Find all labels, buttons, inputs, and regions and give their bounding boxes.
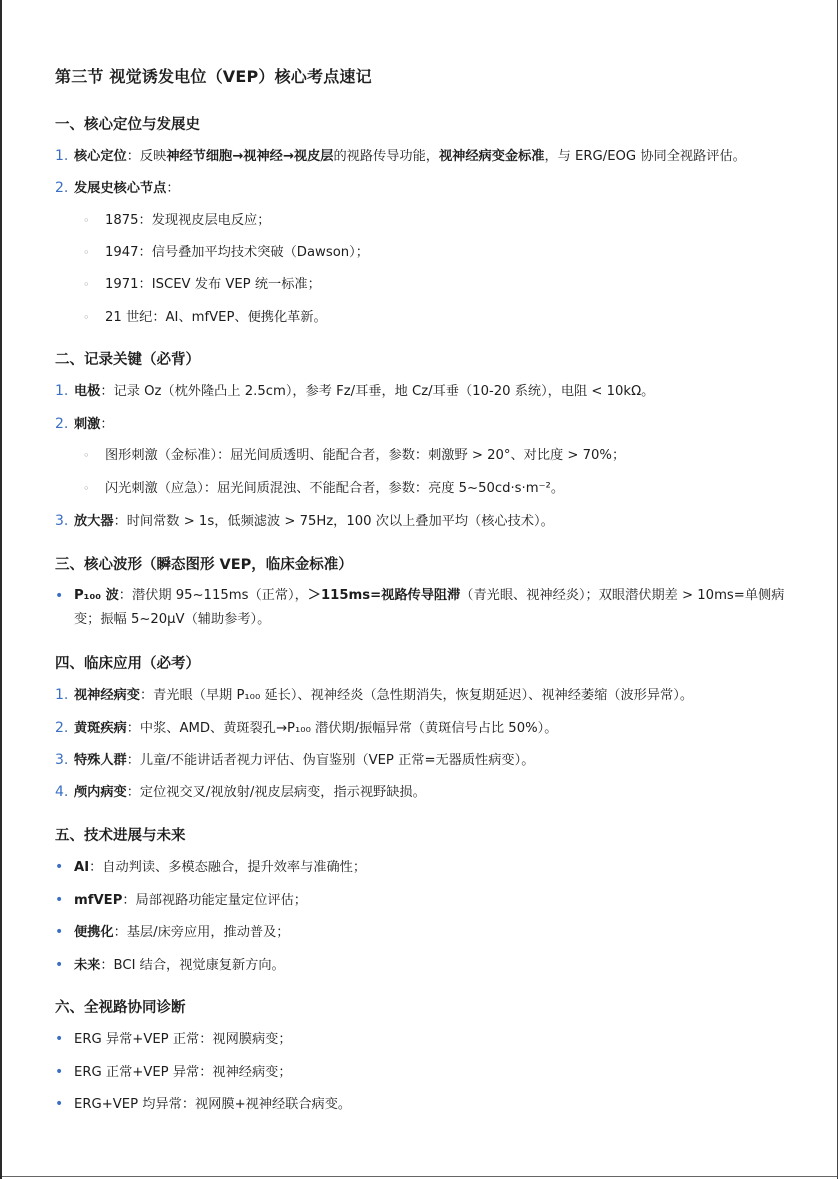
list-number: 2. <box>55 180 69 196</box>
section-heading-6: 六、全视路协同诊断 <box>55 1000 186 1016</box>
list-item <box>55 780 426 805</box>
item-label: 未来 <box>74 958 101 973</box>
item-text: ：基层/床旁应用，推动普及； <box>113 925 290 940</box>
sub-list-item <box>83 444 625 468</box>
item-label: 电极 <box>74 384 101 399</box>
list-number: 2. <box>55 416 69 432</box>
sub-item-text: 1971：ISCEV 发布 VEP 统一标准； <box>105 277 321 292</box>
list-item <box>55 748 534 773</box>
item-label: AI <box>74 860 90 875</box>
item-text: ：记录 Oz（枕外隆凸上 2.5cm），参考 Fz/耳垂，地 Cz/耳垂（10-20 系统），电阻 < 10kΩ。 <box>100 384 655 399</box>
section-heading-5: 五、技术进展与未来 <box>55 828 186 844</box>
list-number: 3. <box>55 513 69 529</box>
sub-item-text: 闪光刺激（应急）：屈光间质混浊、不能配合者，参数：亮度 5~50cd·s·m⁻²。 <box>105 481 565 496</box>
bullet-marker: • <box>55 957 64 973</box>
item-label: 特殊人群 <box>74 753 127 768</box>
item-label: 放大器 <box>74 514 114 529</box>
item-text: ：儿童/不能讲话者视力评估、伪盲鉴别（VEP 正常=无器质性病变）。 <box>126 753 535 768</box>
item-label: 发展史核心节点 <box>74 181 167 196</box>
item-label: P₁₀₀ 波 <box>74 588 119 603</box>
item-label: 刺激 <box>74 417 101 432</box>
page-bottom-border <box>2 1176 837 1177</box>
item-text: ERG 正常+VEP 异常：视神经病变； <box>74 1065 292 1080</box>
list-number: 1. <box>55 148 69 164</box>
circle-bullet-icon: ◦ <box>83 311 90 324</box>
sub-list-item <box>83 241 369 265</box>
bullet-marker: • <box>55 1031 64 1047</box>
list-number: 4. <box>55 784 69 800</box>
list-item <box>55 1060 292 1085</box>
list-item <box>55 1027 292 1052</box>
circle-bullet-icon: ◦ <box>83 214 90 227</box>
item-label: 黄斑疾病 <box>74 721 127 736</box>
item-text: ： <box>100 417 114 432</box>
list-number: 2. <box>55 720 69 736</box>
bullet-marker: • <box>55 1064 64 1080</box>
list-item <box>55 683 693 708</box>
item-text: ，与 ERG/EOG 协同全视路评估。 <box>544 149 746 164</box>
item-label: 核心定位 <box>74 149 127 164</box>
list-number: 3. <box>55 752 69 768</box>
list-number: 1. <box>55 687 69 703</box>
circle-bullet-icon: ◦ <box>83 482 90 495</box>
sub-list-item <box>83 209 270 233</box>
sub-item-text: 图形刺激（金标准）：屈光间质透明、能配合者，参数：刺激野 > 20°、对比度 > 70%； <box>105 448 626 463</box>
bullet-marker: • <box>55 892 64 908</box>
section-heading-3: 三、核心波形（瞬态图形 VEP，临床金标准） <box>55 557 353 573</box>
list-item <box>55 584 795 632</box>
list-item <box>55 176 180 201</box>
section-heading-1: 一、核心定位与发展史 <box>55 117 200 133</box>
bullet-marker: • <box>55 924 64 940</box>
item-label: 颅内病变 <box>74 785 127 800</box>
section-heading-4: 四、临床应用（必考） <box>55 656 200 672</box>
list-item <box>55 509 554 534</box>
item-bold-text: 视神经病变金标准 <box>438 149 545 164</box>
item-bold-text: 神经节细胞→视神经→视皮层 <box>166 149 334 164</box>
list-item <box>55 1092 351 1117</box>
item-text: ：BCI 结合，视觉康复新方向。 <box>100 958 285 973</box>
bullet-marker: • <box>55 859 64 875</box>
item-text: ：反映 <box>126 149 167 164</box>
list-item <box>55 716 557 741</box>
circle-bullet-icon: ◦ <box>83 449 90 462</box>
item-text: ERG+VEP 均异常：视网膜+视神经联合病变。 <box>74 1097 352 1112</box>
sub-list-item <box>83 306 327 330</box>
sub-list-item <box>83 477 564 501</box>
list-item <box>55 144 746 169</box>
item-text: ：自动判读、多模态融合，提升效率与准确性； <box>89 860 367 875</box>
sub-item-text: 21 世纪：AI、mfVEP、便携化革新。 <box>105 310 327 325</box>
sub-list-item <box>83 273 321 297</box>
circle-bullet-icon: ◦ <box>83 246 90 259</box>
section-heading-2: 二、记录关键（必背） <box>55 352 200 368</box>
item-label: 视神经病变 <box>74 688 140 703</box>
list-item <box>55 855 366 880</box>
circle-bullet-icon: ◦ <box>83 278 90 291</box>
item-bold-text: ＞115ms=视路传导阻滞 <box>307 588 461 603</box>
list-item <box>55 953 285 978</box>
list-item <box>55 888 307 913</box>
list-item <box>55 920 289 945</box>
item-text: 的视路传导功能， <box>333 149 439 164</box>
item-text: ：青光眼（早期 P₁₀₀ 延长）、视神经炎（急性期消失，恢复期延迟）、视神经萎缩（波形异常）。 <box>139 688 694 703</box>
list-item <box>55 412 114 437</box>
item-label: mfVEP <box>74 893 123 908</box>
document-title: 第三节 视觉诱发电位（VEP）核心考点速记 <box>55 67 372 86</box>
sub-item-text: 1947：信号叠加平均技术突破（Dawson）； <box>105 245 369 260</box>
bullet-marker: • <box>55 588 64 604</box>
item-text: ERG 异常+VEP 正常：视网膜病变； <box>74 1032 292 1047</box>
item-text: ：时间常数 > 1s，低频滤波 > 75Hz，100 次以上叠加平均（核心技术）。 <box>113 514 554 529</box>
item-text: ：潜伏期 95~115ms（正常）， <box>118 588 308 603</box>
item-text: ： <box>166 181 180 196</box>
item-text: ：局部视路功能定量定位评估； <box>122 893 307 908</box>
item-text: ：定位视交叉/视放射/视皮层病变，指示视野缺损。 <box>126 785 426 800</box>
list-number: 1. <box>55 383 69 399</box>
item-text: ：中浆、AMD、黄斑裂孔→P₁₀₀ 潜伏期/振幅异常（黄斑信号占比 50%）。 <box>126 721 558 736</box>
bullet-marker: • <box>55 1096 64 1112</box>
item-label: 便携化 <box>74 925 114 940</box>
list-item <box>55 379 654 404</box>
item-text: （青光眼、视神经炎）；双眼潜伏期差 > 10ms=单侧病变；振幅 5~20μV（辅助参考）。 <box>74 588 785 627</box>
sub-item-text: 1875：发现视皮层电反应； <box>105 213 271 228</box>
